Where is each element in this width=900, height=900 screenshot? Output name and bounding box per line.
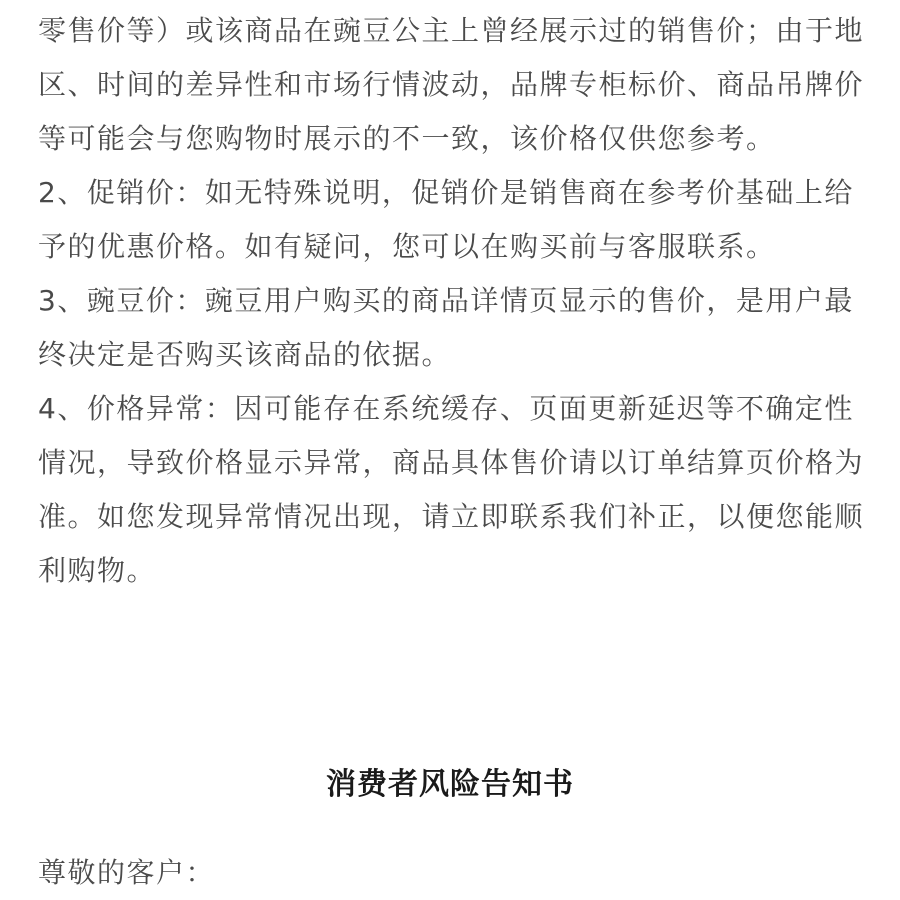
price-anomaly-paragraph: 4、价格异常：因可能存在系统缓存、页面更新延迟等不确定性情况，导致价格显示异常，商品具体售价请以订单结算页价格为准。如您发现异常情况出现，请立即联系我们补正，以便您能顺利购物。 (38, 392, 865, 587)
risk-notice-title: 消费者风险告知书 (326, 767, 574, 802)
wandou-price-paragraph: 3、豌豆价：豌豆用户购买的商品详情页显示的售价，是用户最终决定是否购买该商品的依据。 (38, 284, 854, 371)
reference-price-paragraph: 零售价等）或该商品在豌豆公主上曾经展示过的销售价；由于地区、时间的差异性和市场行情波动，品牌专柜标价、商品吊牌价等可能会与您购物时展示的不一致，该价格仅供您参考。 (38, 14, 865, 155)
promotion-price-paragraph: 2、促销价：如无特殊说明，促销价是销售商在参考价基础上给予的优惠价格。如有疑问，您可以在购买前与客服联系。 (38, 176, 854, 263)
customer-greeting: 尊敬的客户： (38, 856, 216, 889)
price-notice-body (38, 4, 864, 598)
